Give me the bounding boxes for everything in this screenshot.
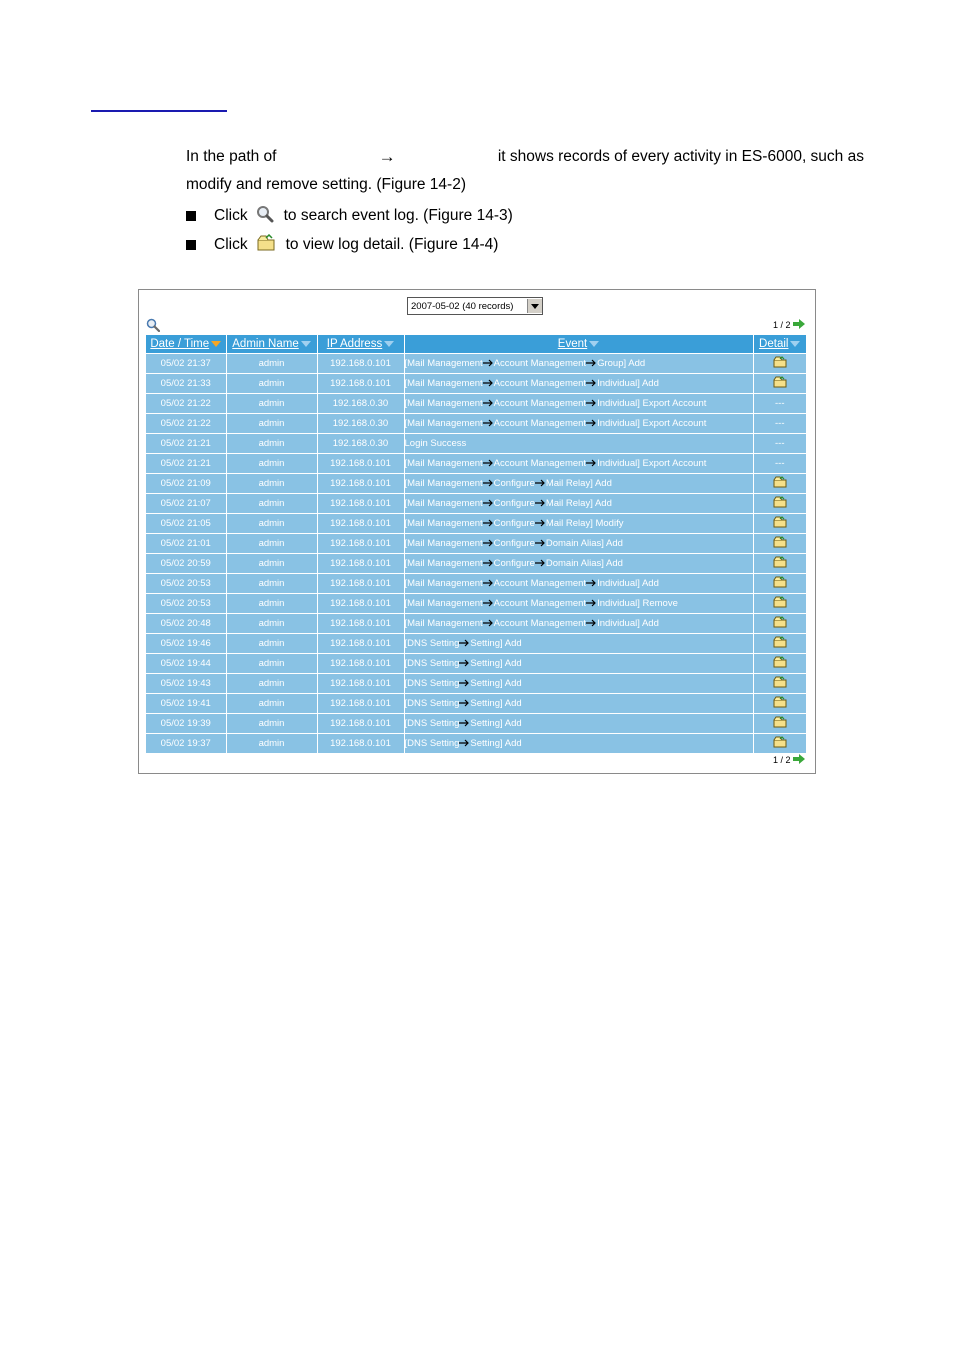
no-detail-dash: --- [775,438,785,449]
cell-admin-name: admin [226,634,317,654]
event-path-arrow-icon [483,618,494,629]
event-path-arrow-icon [586,458,597,469]
cell-ip-address: 192.168.0.101 [317,614,404,634]
folder-icon [256,234,276,257]
folder-icon[interactable] [773,616,787,631]
folder-icon[interactable] [773,556,787,571]
table-row [146,674,806,694]
table-row [146,654,806,674]
event-segment: Account Management [493,598,587,609]
cell-date-time: 05/02 20:53 [146,594,226,614]
cell-admin-name: admin [226,714,317,734]
event-log-table [146,335,806,753]
cell-detail[interactable] [753,634,806,654]
cell-event [404,514,753,534]
table-row [146,494,806,514]
cell-ip-address: 192.168.0.30 [317,414,404,434]
cell-date-time: 05/02 19:39 [146,714,226,734]
event-segment: [Mail Management [404,498,483,509]
dropdown-arrow-icon[interactable] [527,299,542,313]
cell-event [404,354,753,374]
pager-top [773,319,805,331]
sort-icon [589,341,599,347]
cell-date-time: 05/02 21:05 [146,514,226,534]
cell-date-time: 05/02 19:43 [146,674,226,694]
cell-ip-address: 192.168.0.101 [317,514,404,534]
folder-icon[interactable] [773,356,787,371]
pager-bottom [773,754,805,766]
cell-date-time: 05/02 19:46 [146,634,226,654]
cell-date-time: 05/02 20:48 [146,614,226,634]
event-segment: [Mail Management [404,518,483,529]
event-segment: Account Management [493,418,587,429]
cell-event [404,554,753,574]
table-row [146,534,806,554]
intro-text-b: it shows records of every activity in ES-6000, such as [497,148,864,165]
cell-ip-address: 192.168.0.101 [317,494,404,514]
cell-date-time: 05/02 21:21 [146,434,226,454]
cell-detail [753,434,806,454]
intro-paragraph-line1 [186,143,864,171]
no-detail-dash: --- [775,398,785,409]
cell-admin-name: admin [226,674,317,694]
col-header-event[interactable]: Event [404,335,753,354]
bullet-text-pre: Click [214,236,248,253]
event-segment: Configure [493,478,535,489]
sort-desc-icon [211,341,221,347]
event-segment: Domain Alias] Add [545,538,623,549]
cell-ip-address: 192.168.0.101 [317,594,404,614]
event-path-arrow-icon [586,378,597,389]
table-row [146,714,806,734]
col-header-ip-address[interactable]: IP Address [317,335,404,354]
cell-date-time: 05/02 19:44 [146,654,226,674]
sort-icon [301,341,311,347]
cell-date-time: 05/02 19:37 [146,734,226,754]
event-segment: Individual] Add [597,378,659,389]
cell-admin-name: admin [226,474,317,494]
bullet-detail [186,233,498,257]
event-segment: [Mail Management [404,358,483,369]
event-segment: [Mail Management [404,398,483,409]
folder-icon[interactable] [773,676,787,691]
event-path-arrow-icon [483,538,494,549]
cell-detail [753,454,806,474]
cell-ip-address: 192.168.0.101 [317,374,404,394]
col-header-admin-name[interactable]: Admin Name [226,335,317,354]
table-row [146,414,806,434]
event-path-arrow-icon [459,678,470,689]
cell-detail [753,414,806,434]
event-path-arrow-icon [483,378,494,389]
cell-admin-name: admin [226,534,317,554]
cell-ip-address: 192.168.0.101 [317,534,404,554]
event-path-arrow-icon [483,598,494,609]
cell-ip-address: 192.168.0.101 [317,694,404,714]
bullet-text-pre: Click [214,207,248,224]
event-segment: Individual] Add [597,578,659,589]
cell-detail [753,394,806,414]
event-segment: Mail Relay] Add [545,498,612,509]
cell-detail[interactable] [753,594,806,614]
cell-admin-name: admin [226,654,317,674]
event-segment: Account Management [493,358,587,369]
cell-event [404,574,753,594]
cell-detail[interactable] [753,354,806,374]
event-path-arrow-icon [535,558,546,569]
sort-icon [790,341,800,347]
event-log-figure [138,289,816,774]
page-indicator: 1 / 2 [773,320,791,330]
event-path-arrow-icon [459,698,470,709]
cell-admin-name: admin [226,394,317,414]
search-icon[interactable] [146,318,160,332]
cell-detail[interactable] [753,574,806,594]
event-path-arrow-icon [483,358,494,369]
table-row [146,554,806,574]
event-segment: Account Management [493,618,587,629]
event-path-arrow-icon [483,398,494,409]
event-path-arrow-icon [535,538,546,549]
event-segment: Mail Relay] Add [545,478,612,489]
event-path-arrow-icon [459,658,470,669]
cell-detail[interactable] [753,614,806,634]
folder-icon[interactable] [773,576,787,591]
event-segment: [Mail Management [404,378,483,389]
event-segment: [DNS Setting [404,698,460,709]
magnifier-icon [256,205,274,228]
cell-date-time: 05/02 19:41 [146,694,226,714]
event-path-arrow-icon [483,498,494,509]
folder-icon[interactable] [773,596,787,611]
cell-detail[interactable] [753,374,806,394]
cell-date-time: 05/02 21:22 [146,394,226,414]
cell-ip-address: 192.168.0.101 [317,474,404,494]
event-path-arrow-icon [586,398,597,409]
cell-admin-name: admin [226,574,317,594]
event-segment: Account Management [493,398,587,409]
table-header-row [146,335,806,354]
event-segment: Setting] Add [470,638,522,649]
cell-date-time: 05/02 20:53 [146,574,226,594]
next-page-arrow-icon[interactable] [793,754,805,766]
cell-event [404,474,753,494]
cell-admin-name: admin [226,594,317,614]
cell-date-time: 05/02 21:22 [146,414,226,434]
folder-icon[interactable] [773,496,787,511]
page-indicator: 1 / 2 [773,755,791,765]
cell-event [404,694,753,714]
cell-admin-name: admin [226,734,317,754]
event-path-arrow-icon [586,578,597,589]
folder-icon[interactable] [773,476,787,491]
event-path-arrow-icon [459,718,470,729]
event-segment: Setting] Add [470,678,522,689]
cell-event [404,534,753,554]
folder-icon[interactable] [773,656,787,671]
folder-icon[interactable] [773,696,787,711]
cell-detail[interactable] [753,694,806,714]
table-row [146,474,806,494]
cell-event [404,634,753,654]
event-segment: Account Management [493,458,587,469]
section-heading-link[interactable] [91,110,227,112]
cell-detail[interactable] [753,654,806,674]
cell-ip-address: 192.168.0.101 [317,654,404,674]
cell-date-time: 05/02 20:59 [146,554,226,574]
cell-ip-address: 192.168.0.101 [317,554,404,574]
folder-icon[interactable] [773,376,787,391]
event-segment: Account Management [493,578,587,589]
cell-detail[interactable] [753,474,806,494]
cell-event [404,434,753,454]
event-segment: Individual] Remove [597,598,678,609]
table-row [146,394,806,414]
event-segment: Login Success [404,438,467,449]
event-path-arrow-icon [535,518,546,529]
event-segment: Configure [493,538,535,549]
cell-date-time: 05/02 21:33 [146,374,226,394]
cell-date-time: 05/02 21:07 [146,494,226,514]
event-segment: Individual] Export Account [597,418,707,429]
event-segment: [Mail Management [404,538,483,549]
cell-admin-name: admin [226,694,317,714]
cell-ip-address: 192.168.0.101 [317,674,404,694]
event-segment: Configure [493,518,535,529]
table-row [146,694,806,714]
event-path-arrow-icon [483,418,494,429]
col-header-detail[interactable]: Detail [753,335,806,354]
table-row [146,454,806,474]
next-page-arrow-icon[interactable] [793,319,805,331]
cell-admin-name: admin [226,614,317,634]
cell-event [404,734,753,754]
event-segment: Individual] Export Account [597,458,707,469]
cell-detail[interactable] [753,554,806,574]
event-segment: [Mail Management [404,578,483,589]
event-segment: Account Management [493,378,587,389]
cell-ip-address: 192.168.0.30 [317,394,404,414]
event-segment: Setting] Add [470,718,522,729]
cell-admin-name: admin [226,494,317,514]
table-row [146,594,806,614]
bullet-square-icon [186,240,196,250]
cell-event [404,414,753,434]
event-segment: [Mail Management [404,478,483,489]
event-path-arrow-icon [459,738,470,749]
cell-event [404,594,753,614]
intro-paragraph-line2: modify and remove setting. (Figure 14-2) [186,176,466,193]
event-path-arrow-icon [483,558,494,569]
cell-ip-address: 192.168.0.101 [317,454,404,474]
cell-date-time: 05/02 21:01 [146,534,226,554]
event-segment: Setting] Add [470,658,522,669]
event-path-arrow-icon [586,598,597,609]
cell-admin-name: admin [226,414,317,434]
event-segment: [Mail Management [404,598,483,609]
cell-ip-address: 192.168.0.101 [317,714,404,734]
cell-admin-name: admin [226,514,317,534]
cell-event [404,494,753,514]
bullet-square-icon [186,211,196,221]
date-select-value: 2007-05-02 (40 records) [411,300,514,312]
event-path-arrow-icon [586,418,597,429]
event-segment: Individual] Add [597,618,659,629]
event-path-arrow-icon [483,458,494,469]
event-segment: Group] Add [597,358,646,369]
cell-ip-address: 192.168.0.30 [317,434,404,454]
event-path-arrow-icon [459,638,470,649]
cell-event [404,614,753,634]
event-segment: Domain Alias] Add [545,558,623,569]
cell-admin-name: admin [226,374,317,394]
event-segment: Setting] Add [470,738,522,749]
no-detail-dash: --- [775,458,785,469]
event-segment: [Mail Management [404,458,483,469]
cell-event [404,394,753,414]
cell-event [404,654,753,674]
table-row [146,574,806,594]
event-segment: Setting] Add [470,698,522,709]
cell-detail[interactable] [753,674,806,694]
cell-event [404,714,753,734]
table-row [146,514,806,534]
event-segment: [DNS Setting [404,738,460,749]
event-path-arrow-icon [483,478,494,489]
folder-icon[interactable] [773,516,787,531]
cell-date-time: 05/02 21:21 [146,454,226,474]
event-path-arrow-icon [483,518,494,529]
cell-event [404,374,753,394]
cell-detail[interactable] [753,714,806,734]
table-row [146,354,806,374]
table-row [146,374,806,394]
cell-admin-name: admin [226,434,317,454]
event-segment: [Mail Management [404,558,483,569]
event-segment: [DNS Setting [404,658,460,669]
table-row [146,734,806,754]
event-path-arrow-icon [586,358,597,369]
event-segment: [DNS Setting [404,678,460,689]
table-row [146,614,806,634]
cell-detail[interactable] [753,494,806,514]
cell-detail[interactable] [753,734,806,754]
bullet-text-post: to view log detail. (Figure 14-4) [285,236,499,253]
event-segment: Individual] Export Account [597,398,707,409]
cell-event [404,674,753,694]
event-path-arrow-icon [586,618,597,629]
table-row [146,434,806,454]
cell-ip-address: 192.168.0.101 [317,574,404,594]
cell-ip-address: 192.168.0.101 [317,734,404,754]
event-segment: [DNS Setting [404,638,460,649]
table-row [146,634,806,654]
bullet-search [186,204,513,228]
folder-icon[interactable] [773,736,787,751]
event-segment: Configure [493,498,535,509]
event-path-arrow-icon [535,478,546,489]
event-segment: Mail Relay] Modify [545,518,624,529]
event-path-arrow-icon [535,498,546,509]
sort-icon [384,341,394,347]
event-segment: Configure [493,558,535,569]
cell-event [404,454,753,474]
cell-admin-name: admin [226,454,317,474]
path-arrow-icon: → [378,147,396,166]
cell-admin-name: admin [226,554,317,574]
no-detail-dash: --- [775,418,785,429]
folder-icon[interactable] [773,536,787,551]
folder-icon[interactable] [773,636,787,651]
event-segment: [Mail Management [404,418,483,429]
date-select[interactable] [407,297,543,315]
intro-text-a: In the path of [186,148,277,165]
cell-detail[interactable] [753,534,806,554]
cell-date-time: 05/02 21:37 [146,354,226,374]
cell-ip-address: 192.168.0.101 [317,634,404,654]
bullet-text-post: to search event log. (Figure 14-3) [283,207,513,224]
folder-icon[interactable] [773,716,787,731]
col-header-date-time[interactable]: Date / Time [146,335,226,354]
cell-admin-name: admin [226,354,317,374]
cell-detail[interactable] [753,514,806,534]
event-path-arrow-icon [483,578,494,589]
event-segment: [DNS Setting [404,718,460,729]
event-segment: [Mail Management [404,618,483,629]
cell-date-time: 05/02 21:09 [146,474,226,494]
cell-ip-address: 192.168.0.101 [317,354,404,374]
